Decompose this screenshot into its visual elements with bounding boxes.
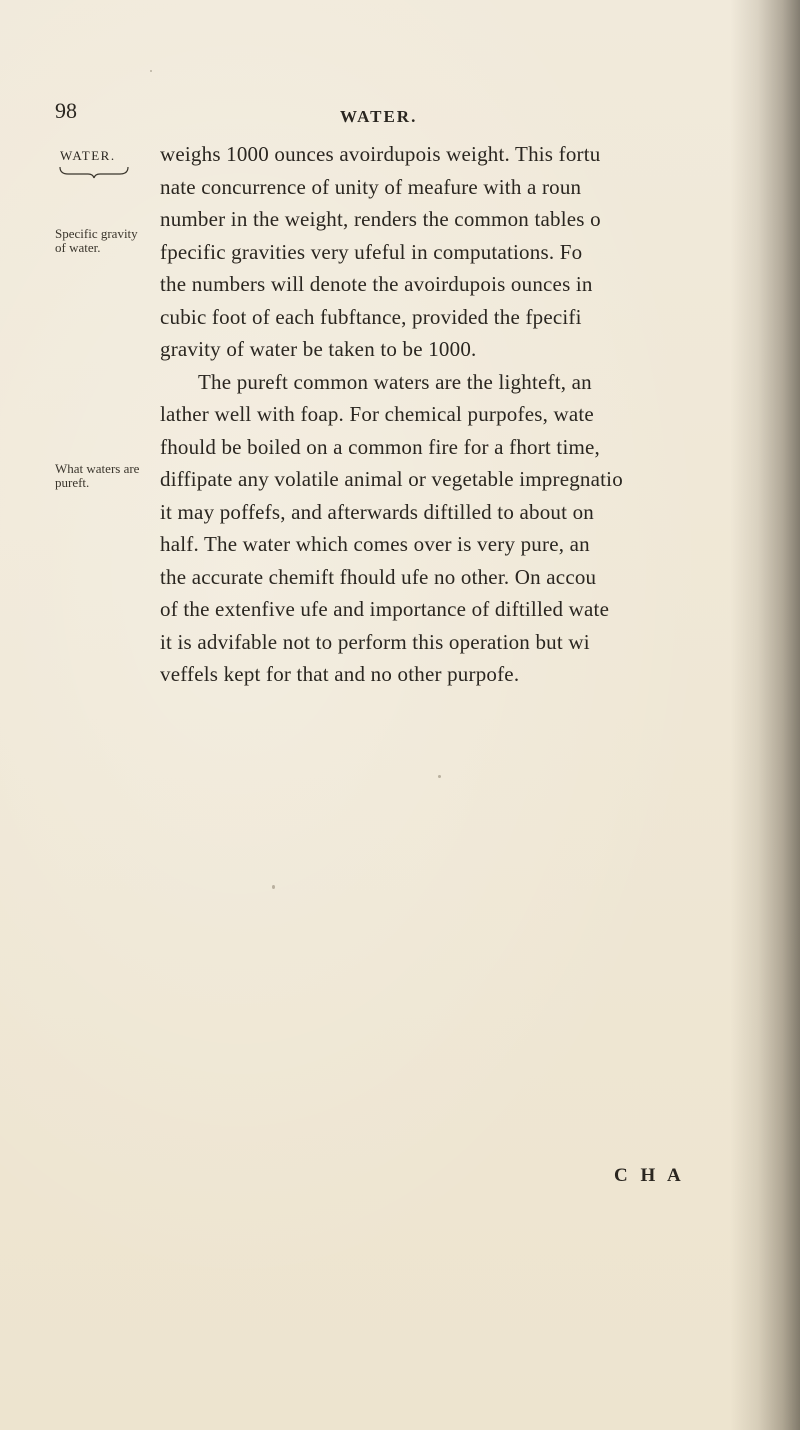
text-line: weighs 1000 ounces avoirdupois weight. This fortu <box>160 142 601 166</box>
margin-brace-icon <box>58 165 130 179</box>
text-line: the accurate chemift fhould ufe no other. On accou <box>160 564 597 589</box>
text-line: the numbers will denote the avoirdupois ounces in <box>160 272 593 296</box>
text-line: it may poffefs, and afterwards diftilled to about on <box>160 499 594 524</box>
text-line: veffels kept for that and no other purpofe. <box>160 662 520 686</box>
running-head: WATER. <box>340 107 418 126</box>
page-number: 98 <box>55 98 77 123</box>
margin-note-line: of water. <box>55 240 101 255</box>
paper-speck <box>150 70 152 72</box>
text-line: diffipate any volatile animal or vegetable impregnatio <box>160 467 623 491</box>
text-line: nate concurrence of unity of meafure with a roun <box>160 174 582 199</box>
text-line: fhould be boiled on a common fire for a fhort time, <box>160 434 600 459</box>
text-line: cubic foot of each fubftance, provided the fpecifi <box>160 304 582 329</box>
margin-note-line: Specific gravity <box>55 226 138 241</box>
text-line: it is advifable not to perform this operation but wi <box>160 629 590 654</box>
paper-speck <box>438 775 441 778</box>
text-line: of the extenfive ufe and importance of diftilled wate <box>160 597 610 621</box>
margin-note-purest-waters <box>55 462 143 490</box>
text-line: half. The water which comes over is very pure, an <box>160 532 590 556</box>
body-text <box>160 138 720 691</box>
margin-note-specific-gravity <box>55 227 143 255</box>
binding-edge-shadow <box>730 0 800 1430</box>
text-line: lather well with foap. For chemical purpofes, wate <box>160 402 594 426</box>
text-line: The pureft common waters are the lighteft, an <box>198 369 592 394</box>
text-line: fpecific gravities very ufeful in computations. Fo <box>160 239 583 264</box>
margin-section-head: WATER. <box>60 148 116 163</box>
text-line: number in the weight, renders the common tables o <box>160 207 601 231</box>
paper-speck <box>272 885 275 889</box>
margin-note-line: pureft. <box>55 475 90 490</box>
catchword: C H A <box>614 1165 685 1186</box>
margin-note-line: What waters are <box>55 461 140 476</box>
text-line: gravity of water be taken to be 1000. <box>160 337 477 361</box>
